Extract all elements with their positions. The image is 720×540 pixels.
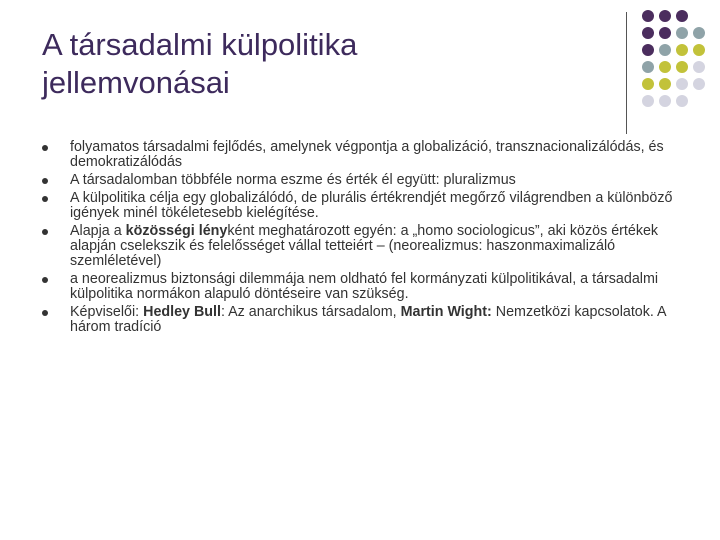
decorative-dot bbox=[676, 44, 688, 56]
bullet-text-post: ként meghatározott egyén: a „homo sociologicus”, aki közös értékek alapján cselekszik és felelősséget vállal tetteiért – (neorealizmus: haszonmaximalizáló szemléletével) bbox=[70, 223, 659, 269]
bullet-item bbox=[42, 224, 692, 269]
decorative-dot bbox=[659, 10, 671, 22]
decorative-dot bbox=[642, 44, 654, 56]
decorative-dot bbox=[676, 78, 688, 90]
decorative-dot bbox=[659, 61, 671, 73]
bullet-text-pre: Képviselői: bbox=[70, 304, 144, 320]
decorative-dot-grid bbox=[640, 10, 720, 120]
bullet-item bbox=[42, 272, 692, 302]
decorative-dot bbox=[693, 78, 705, 90]
decorative-dot bbox=[676, 10, 688, 22]
bullet-text: A külpolitika célja egy globalizálódó, de plurális értékrendjét megőrző világrendben a különböző igények minél tökéletesebb kielégítése. bbox=[70, 190, 673, 221]
decorative-dot bbox=[642, 78, 654, 90]
bullet-text-bold: közösségi lény bbox=[125, 223, 228, 239]
bullet-marker bbox=[42, 277, 48, 283]
bullet-text: A társadalomban többféle norma eszme és érték él együtt: pluralizmus bbox=[70, 172, 516, 188]
decorative-dot bbox=[659, 95, 671, 107]
bullet-text: folyamatos társadalmi fejlődés, amelynek végpontja a globalizáció, transznacionalizálódás, és demokratizálódás bbox=[70, 139, 664, 170]
bullet-item bbox=[42, 191, 692, 221]
decorative-dot bbox=[659, 44, 671, 56]
bullet-item bbox=[42, 305, 692, 335]
bullet-text: a neorealizmus biztonsági dilemmája nem oldható fel kormányzati külpolitikával, a társadalmi külpolitika normákon alapuló döntéseire van szükség. bbox=[70, 271, 659, 302]
decorative-dot bbox=[642, 27, 654, 39]
decorative-dot bbox=[676, 95, 688, 107]
bullet-text-post: Nemzetközi kapcsolatok. A három tradíció bbox=[70, 304, 666, 335]
bullet-text-bold: Martin Wight: bbox=[400, 304, 492, 320]
bullet-text-pre: Alapja a bbox=[70, 223, 126, 239]
bullet-marker bbox=[42, 310, 48, 316]
bullet-marker bbox=[42, 145, 48, 151]
bullet-list bbox=[42, 140, 692, 338]
vertical-divider bbox=[626, 12, 627, 134]
decorative-dot bbox=[659, 78, 671, 90]
decorative-dot bbox=[693, 44, 705, 56]
bullet-item bbox=[42, 140, 692, 170]
decorative-dot bbox=[642, 10, 654, 22]
bullet-marker bbox=[42, 178, 48, 184]
title-line-2: jellemvonásai bbox=[42, 65, 230, 100]
slide-title bbox=[42, 26, 602, 102]
bullet-text-bold: Hedley Bull bbox=[143, 304, 221, 320]
bullet-marker bbox=[42, 196, 48, 202]
title-line-1: A társadalmi külpolitika bbox=[42, 27, 358, 62]
decorative-dot bbox=[659, 27, 671, 39]
decorative-dot bbox=[693, 61, 705, 73]
decorative-dot bbox=[676, 27, 688, 39]
decorative-dot bbox=[642, 61, 654, 73]
bullet-item bbox=[42, 173, 692, 188]
decorative-dot bbox=[676, 61, 688, 73]
bullet-text-mid: : Az anarchikus társadalom, bbox=[220, 304, 401, 320]
decorative-dot bbox=[642, 95, 654, 107]
bullet-marker bbox=[42, 229, 48, 235]
decorative-dot bbox=[693, 27, 705, 39]
